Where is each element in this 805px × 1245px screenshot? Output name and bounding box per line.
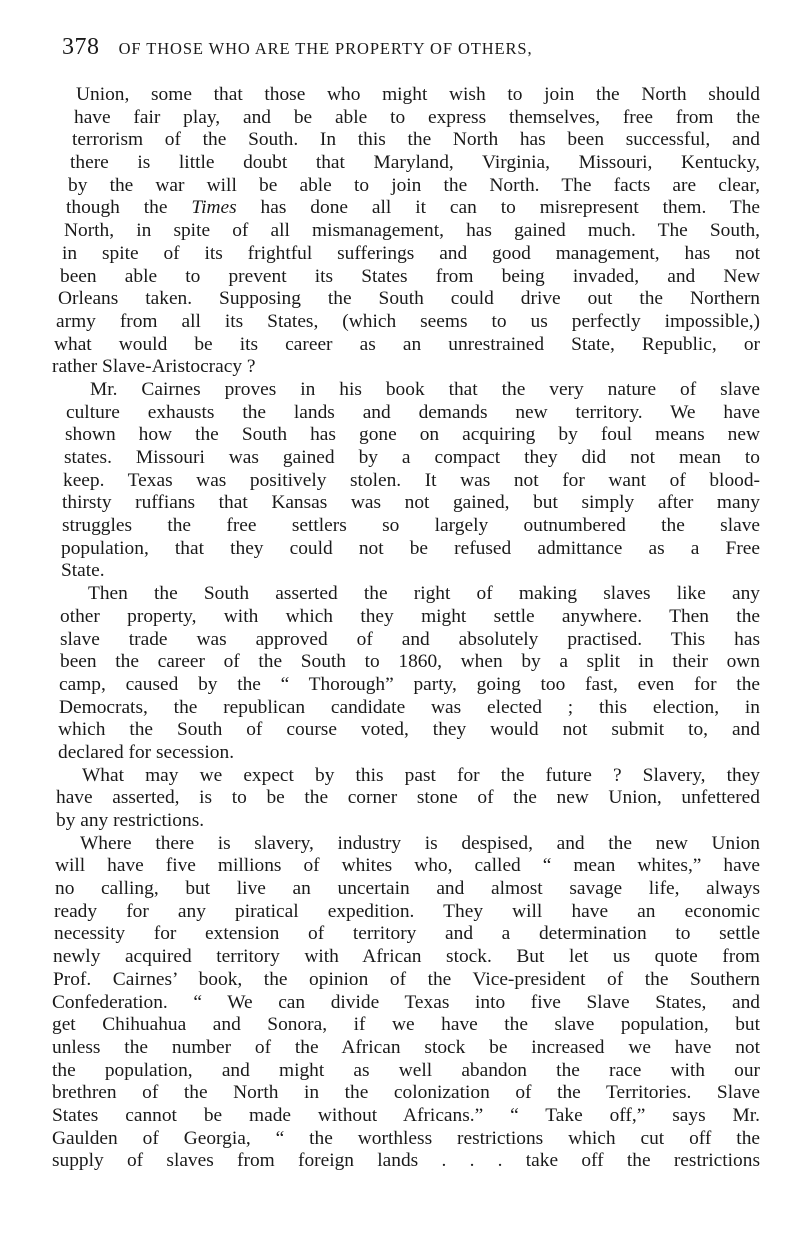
text-line: camp, caused by the “ Thorough” party, going too fast, even for the [59, 673, 760, 695]
text-line: though the Times has done all it can to misrepresent them. The [66, 197, 760, 219]
text-line: States cannot be made without Africans.” “ Take off,” says Mr. [52, 1104, 760, 1126]
text-line: shown how the South has gone on acquiring by foul means new [65, 424, 760, 446]
text-line: newly acquired territory with African stock. But let us quote from [53, 946, 760, 968]
text-line: in spite of its frightful sufferings and good management, has not [62, 242, 760, 264]
text-line: State. [61, 560, 105, 582]
text-line: unless the number of the African stock be increased we have not [52, 1036, 760, 1058]
text-line: Then the South asserted the right of making slaves like any [88, 583, 760, 605]
text-line: there is little doubt that Maryland, Virginia, Missouri, Kentucky, [70, 152, 760, 174]
text-line: no calling, but live an uncertain and almost savage life, always [55, 878, 760, 900]
text-line: been the career of the South to 1860, when by a split in their own [60, 651, 760, 673]
text-line: Orleans taken. Supposing the South could drive out the Northern [58, 288, 760, 310]
text-line: struggles the free settlers so largely outnumbered the slave [62, 515, 760, 537]
text-line: necessity for extension of territory and a determination to settle [54, 923, 760, 945]
text-line: slave trade was approved of and absolutely practised. This has [60, 628, 760, 650]
text-line: other property, with which they might settle anywhere. Then the [60, 605, 760, 627]
text-line: been able to prevent its States from being invaded, and New [60, 265, 760, 287]
text-line: Prof. Cairnes’ book, the opinion of the Vice-president of the Southern [53, 968, 760, 990]
text-line: by any restrictions. [56, 810, 205, 831]
text-line: which the South of course voted, they would not submit to, and [58, 719, 760, 741]
text-line: culture exhausts the lands and demands new territory. We have [66, 401, 760, 423]
text-line: rather Slave-Aristocracy ? [52, 356, 256, 378]
text-line: Confederation. “ We can divide Texas into five Slave States, and [52, 991, 760, 1013]
text-line: ready for any piratical expedition. They will have an economic [54, 900, 760, 922]
body-text [52, 84, 760, 1173]
text-line: army from all its States, (which seems to us perfectly impossible,) [56, 310, 760, 332]
text-line: what would be its career as an unrestrained State, Republic, or [54, 333, 760, 355]
running-title: OF THOSE WHO ARE THE PROPERTY OF OTHERS, [118, 39, 533, 58]
text-line: declared for secession. [58, 741, 235, 763]
page-number: 378 [62, 34, 100, 60]
text-line: Where there is slavery, industry is despised, and the new Union [80, 832, 760, 854]
text-line: have fair play, and be able to express themselves, free from the [74, 106, 760, 128]
text-line: will have five millions of whites who, called “ mean whites,” have [55, 855, 760, 877]
text-line: states. Missouri was gained by a compact they did not mean to [64, 447, 760, 468]
text-line: by the war will be able to join the North. The facts are clear, [68, 174, 760, 196]
text-line: keep. Texas was positively stolen. It was not for want of blood- [63, 469, 760, 491]
text-line: have asserted, is to be the corner stone of the new Union, unfettered [56, 787, 760, 809]
text-line: supply of slaves from foreign lands . . . take off the restrictions [52, 1150, 760, 1172]
text-line: North, in spite of all mismanagement, has gained much. The South, [64, 220, 760, 242]
text-line: Gaulden of Georgia, “ the worthless restrictions which cut off the [52, 1127, 760, 1149]
page-header [62, 34, 752, 74]
text-line: brethren of the North in the colonization of the Territories. Slave [52, 1082, 760, 1104]
text-line: the population, and might as well abandon the race with our [52, 1059, 760, 1081]
text-line: Union, some that those who might wish to join the North should [76, 84, 760, 105]
text-line: terrorism of the South. In this the North has been successful, and [72, 129, 760, 151]
text-line: get Chihuahua and Sonora, if we have the slave population, but [52, 1014, 760, 1036]
text-line: population, that they could not be refused admittance as a Free [61, 537, 760, 559]
text-line: Mr. Cairnes proves in his book that the very nature of slave [90, 378, 760, 400]
text-line: Democrats, the republican candidate was elected ; this election, in [59, 696, 760, 718]
text-line: What may we expect by this past for the future ? Slavery, they [82, 764, 760, 786]
text-line: thirsty ruffians that Kansas was not gained, but simply after many [62, 492, 760, 514]
